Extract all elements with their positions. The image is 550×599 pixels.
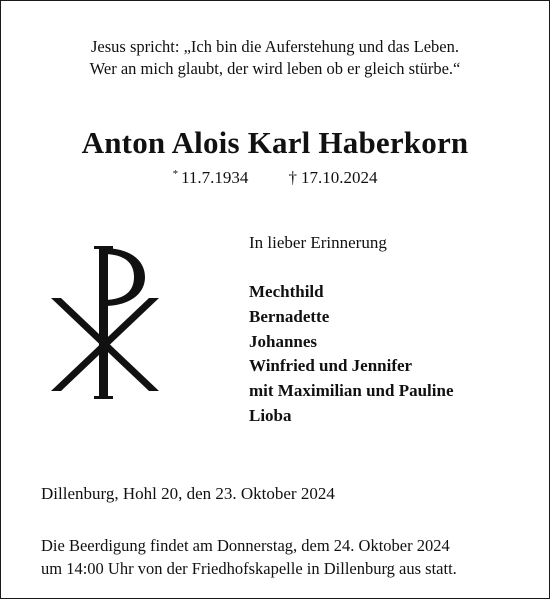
survivor-name: Lioba bbox=[249, 405, 292, 425]
survivor-name: Johannes bbox=[249, 331, 318, 351]
quote-line-2: Wer an mich glaubt, der wird leben ob er gleich stürbe.“ bbox=[89, 59, 461, 78]
death-date-group bbox=[288, 167, 377, 189]
place-and-date: Dillenburg, Hohl 20, den 23. Oktober 2024 bbox=[41, 484, 335, 503]
death-date: 17.10.2024 bbox=[300, 168, 378, 187]
quote-line-1: Jesus spricht: „Ich bin die Auferstehung und das Leben. bbox=[91, 37, 459, 56]
survivor-name: Winfried und Jennifer bbox=[249, 356, 413, 376]
chi-rho-icon bbox=[49, 241, 161, 401]
funeral-line-1: Die Beerdigung findet am Donnerstag, dem 24. Oktober 2024 bbox=[41, 536, 450, 555]
funeral-line-2: um 14:00 Uhr von der Friedhofskapelle in Dillenburg aus statt. bbox=[41, 558, 457, 578]
birth-date: 11.7.1934 bbox=[181, 168, 249, 187]
funeral-info bbox=[41, 535, 457, 580]
memory-heading: In lieber Erinnerung bbox=[249, 233, 387, 252]
survivor-name: mit Maximilian und Pauline bbox=[249, 381, 454, 401]
survivor-name: Mechthild bbox=[249, 282, 324, 301]
death-cross-icon: † bbox=[288, 168, 297, 187]
life-dates bbox=[1, 163, 549, 189]
bible-quote bbox=[1, 36, 549, 80]
survivors-list bbox=[249, 280, 454, 429]
survivor-name: Bernadette bbox=[249, 306, 330, 326]
birth-star-icon: * bbox=[172, 168, 179, 180]
birth-date-group bbox=[173, 163, 249, 189]
deceased-name: Anton Alois Karl Haberkorn bbox=[81, 125, 469, 160]
